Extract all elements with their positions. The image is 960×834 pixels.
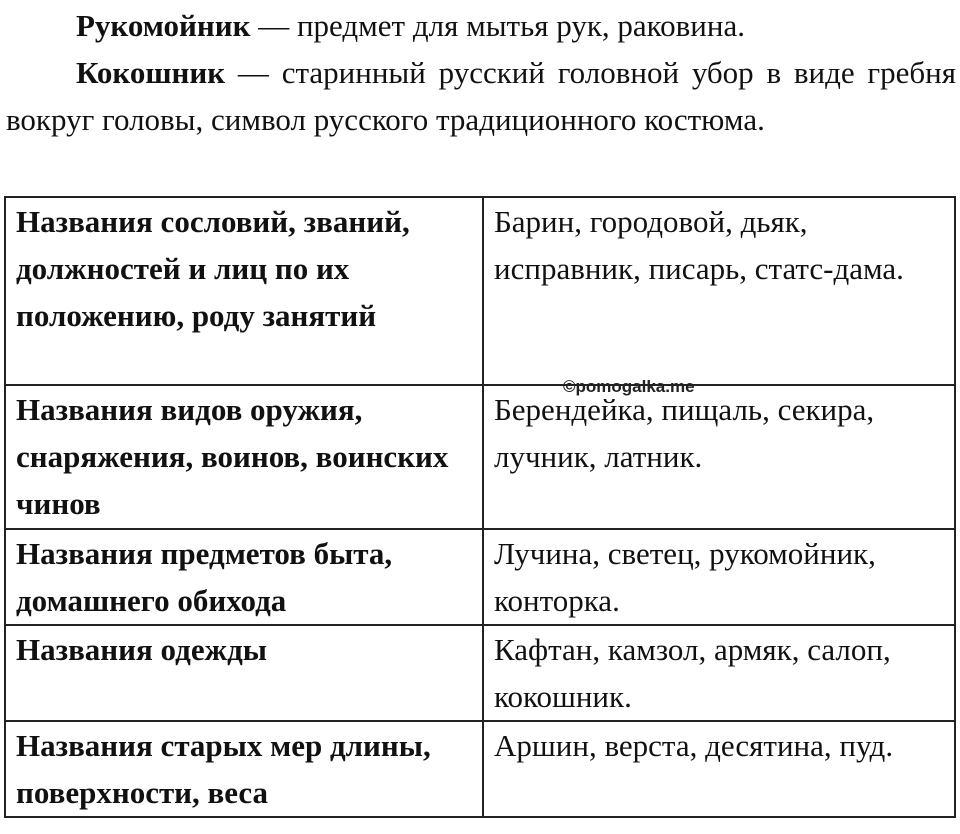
definition-term: Рукомойник — [76, 8, 251, 43]
category-cell: Названия одежды — [5, 625, 483, 721]
definitions-section — [6, 2, 956, 143]
words-cell: Лучина, светец, рукомойник, конторка. — [483, 529, 955, 625]
watermark: ©pomogalka.me — [563, 377, 695, 396]
words-cell: Барин, городовой, дьяк, исправник, писарь, статс-дама. — [483, 197, 955, 385]
category-cell: Названия видов оружия, снаряжения, воинов, воинских чинов — [5, 385, 483, 529]
category-cell: Названия сословий, званий, должностей и лиц по их положению, роду занятий — [5, 197, 483, 385]
table-row — [5, 625, 955, 721]
words-cell: Аршин, верста, десятина, пуд. — [483, 721, 955, 817]
table-row — [5, 721, 955, 817]
definition-paragraph — [6, 2, 956, 49]
definition-paragraph — [6, 49, 956, 143]
definition-text: — предмет для мытья рук, раковина. — [250, 8, 745, 43]
category-cell: Названия предметов быта, домашнего обихода — [5, 529, 483, 625]
definition-text: — старинный русский головной убор в виде гребня вокруг головы, символ русского традиционного костюма. — [6, 55, 956, 137]
table-row — [5, 197, 955, 385]
table-row — [5, 529, 955, 625]
words-cell: Кафтан, камзол, армяк, салоп, кокошник. — [483, 625, 955, 721]
category-cell: Названия старых мер длины, поверхности, веса — [5, 721, 483, 817]
words-cell: Берендейка, пищаль, секира, лучник, латник. — [483, 385, 955, 529]
vocabulary-table — [4, 196, 956, 818]
table-row — [5, 385, 955, 529]
definition-term: Кокошник — [76, 55, 226, 90]
